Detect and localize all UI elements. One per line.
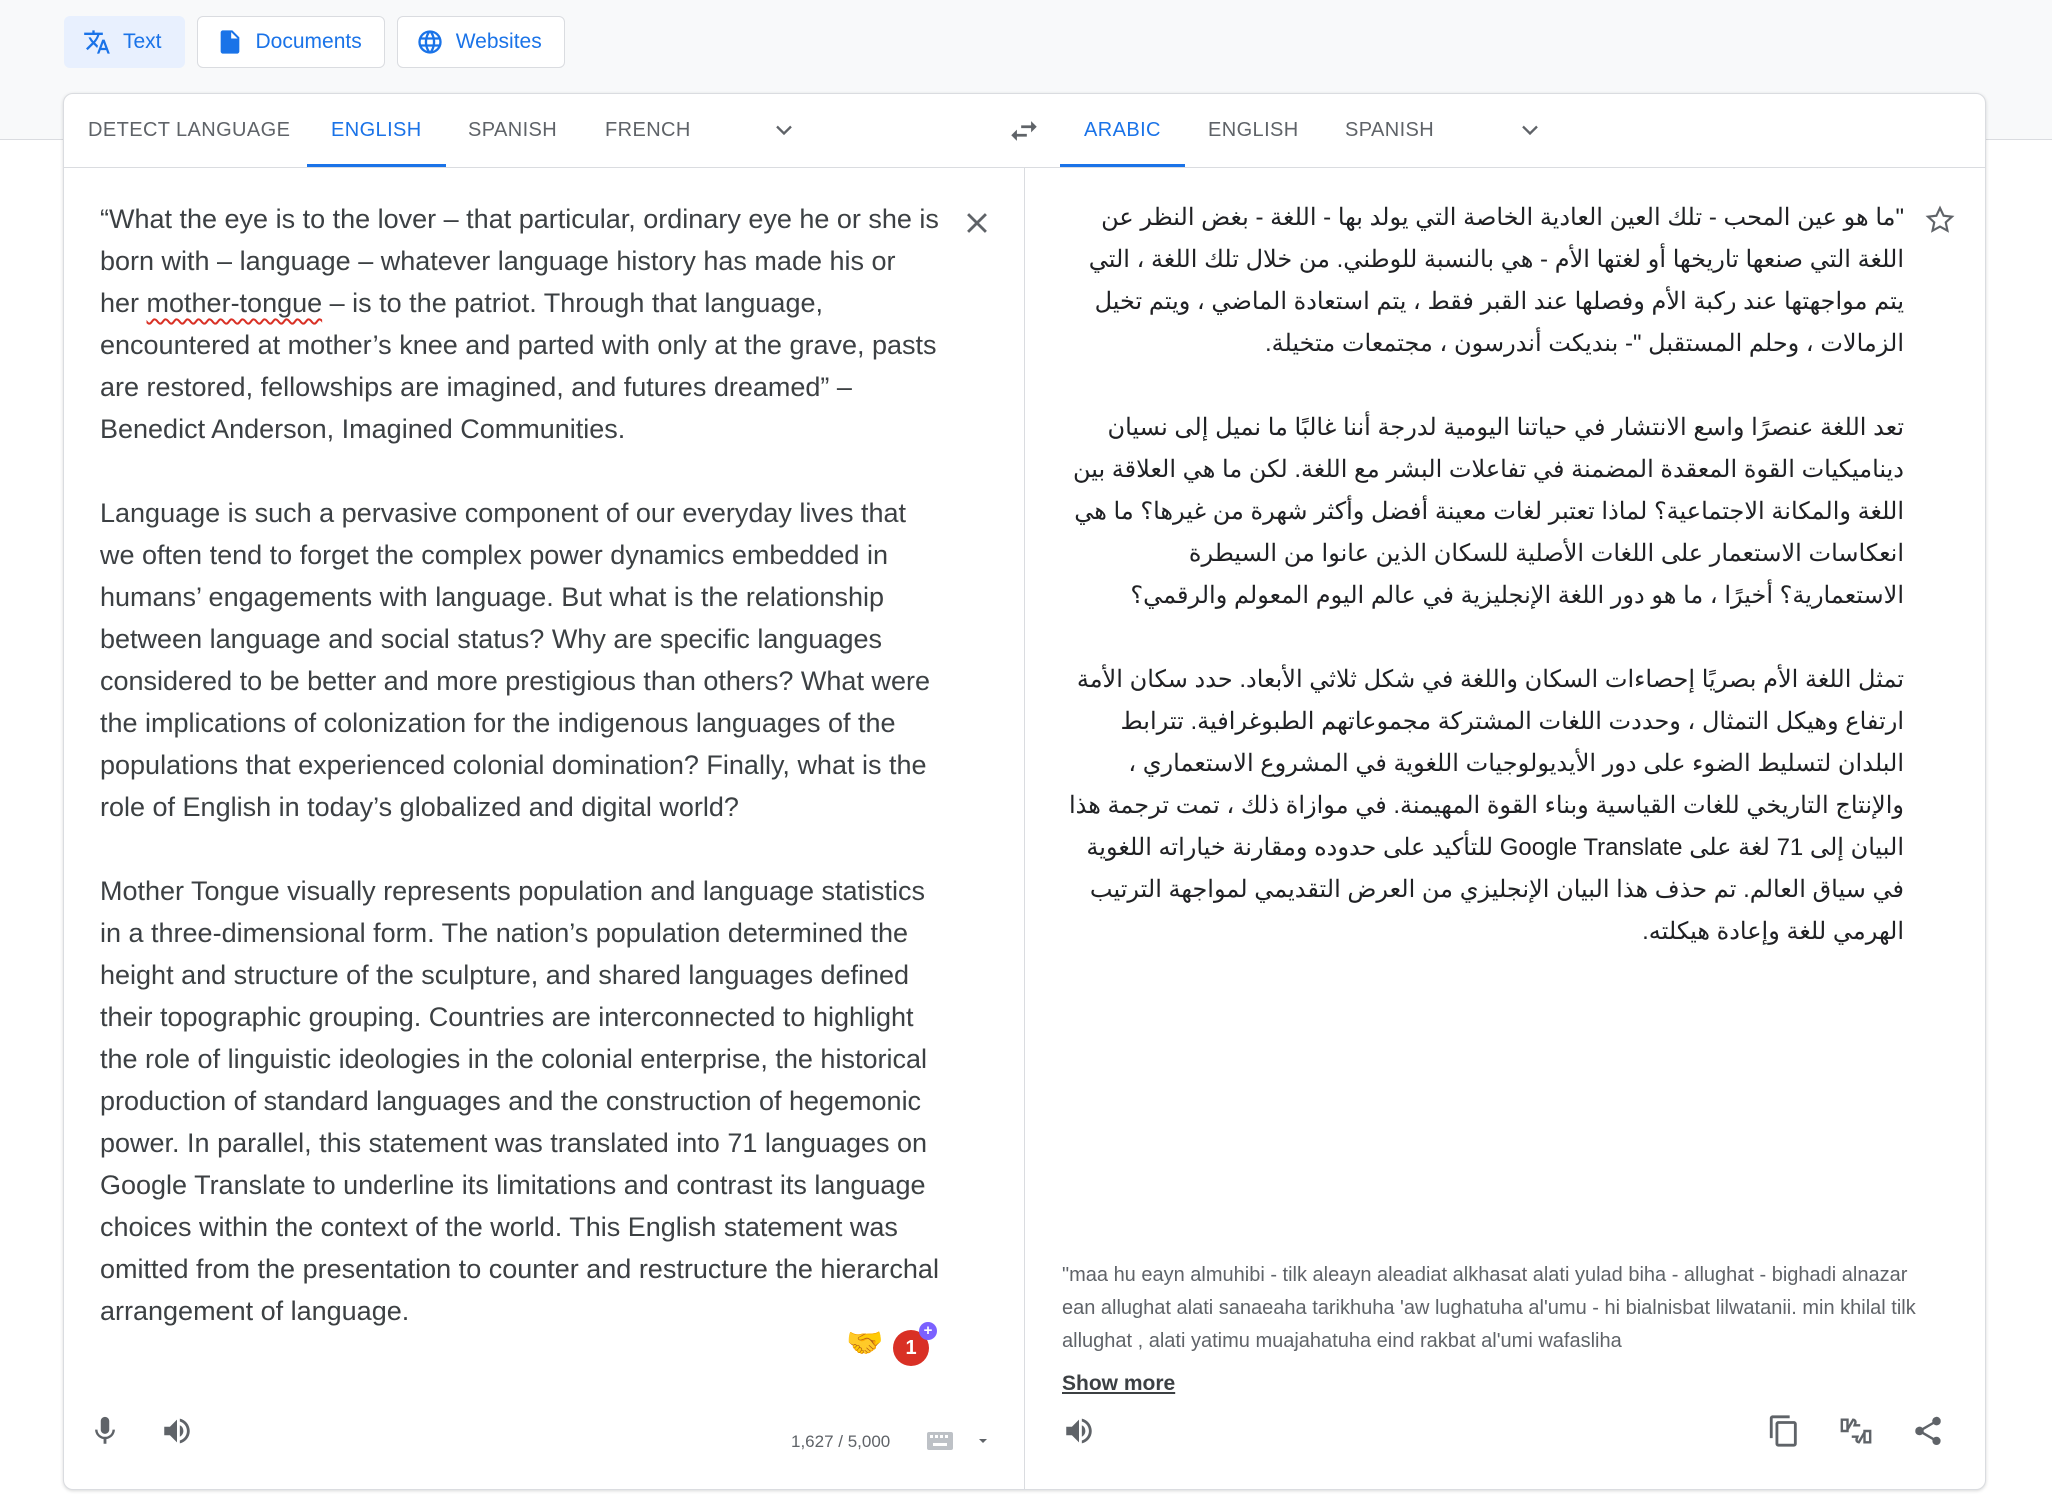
text-mode-button[interactable] (64, 16, 185, 68)
tab-source-spanish[interactable]: SPANISH (468, 119, 558, 141)
source-more-languages-icon[interactable] (770, 116, 798, 144)
character-count: 1,627 / 5,000 (791, 1432, 891, 1451)
tab-target-spanish[interactable]: SPANISH (1345, 119, 1435, 141)
share-icon[interactable] (1911, 1414, 1945, 1448)
document-icon (216, 28, 244, 56)
source-paragraph-3: Mother Tongue visually represents population and language statistics in a three-dimensional form. The nation’s population determined the height and structure of the sculpture, and shared languages defined their topographic grouping. Countries are interconnected to highlight the role of linguistic ideologies in the colonial enterprise, the historical production of standard languages and the construction of hegemonic power. In parallel, this statement was translated into 71 languages on Google Translate to underline its limitations and contrast its language choices within the context of the world. This English statement was omitted from the presentation to counter and restructure the hierarchal arrangement of language. (100, 876, 939, 1326)
badge-plus-icon: + (919, 1322, 937, 1340)
translator-card (63, 93, 1986, 1490)
source-text-area[interactable] (100, 198, 940, 1374)
websites-mode-label: Websites (455, 30, 542, 53)
translation-output (1064, 197, 1904, 995)
rate-translation-icon[interactable] (1839, 1414, 1873, 1448)
globe-icon (416, 28, 444, 56)
keyboard-dropdown-icon[interactable] (976, 1434, 990, 1448)
tab-source-french[interactable]: FRENCH (605, 119, 691, 141)
target-paragraph-2: تعد اللغة عنصرًا واسع الانتشار في حياتنا اليومية لدرجة أننا غالبًا ما نميل إلى نسيان ديناميكيات القوة المعقدة المضمنة في تفاعلات البشر مع اللغة. لكن ما هي العلاقة بين اللغة والمكانة الاجتماعية؟ لماذا تعتبر لغات معينة أفضل وأكثر شهرة من غيرها؟ ما هي انعكاسات الاستعمار على اللغات الأصلية للسكان الذين عانوا من السيطرة الاستعمارية؟ أخيرًا ، ما هو دور اللغة الإنجليزية في عالم اليوم المعولم والرقمي؟ (1072, 414, 1904, 609)
microphone-icon[interactable] (88, 1414, 122, 1448)
target-more-languages-icon[interactable] (1516, 116, 1544, 144)
translate-icon (83, 28, 111, 56)
mode-selector (64, 16, 565, 68)
source-paragraph-1: “What the eye is to the lover – that particular, ordinary eye he or she is born with – language – whatever language history has made his or her mother-tongue – is to the patriot. Through that language, encountered at mother’s knee and parted with only at the grave, pasts are restored, fellowships are imagined, and futures dreamed” – Benedict Anderson, Imagined Communities. (100, 204, 939, 444)
keyboard-icon[interactable] (927, 1432, 953, 1450)
target-listen-icon[interactable] (1062, 1414, 1096, 1448)
text-mode-label: Text (123, 30, 162, 53)
language-bar (64, 94, 1985, 168)
tab-target-arabic[interactable]: ARABIC (1084, 94, 1161, 167)
source-paragraph-2: Language is such a pervasive component of our everyday lives that we often tend to forget the complex power dynamics embedded in humans’ engagements with language. But what is the relationship between language and social status? Why are specific languages considered to be better and more prestigious than others? What were the implications of colonization for the indigenous languages of the populations that experienced colonial domination? Finally, what is the role of English in today’s globalized and digital world? (100, 498, 930, 822)
tab-target-english[interactable]: ENGLISH (1208, 119, 1299, 141)
target-paragraph-1: "ما هو عين المحب - تلك العين العادية الخاصة التي يولد بها - اللغة - بغض النظر عن اللغة التي صنعها تاريخها أو لغتها الأم - هي بالنسبة للوطني. من خلال تلك اللغة ، التي يتم مواجهتها عند ركبة الأم وفصلها عند القبر فقط ، يتم استعادة الماضي ، ويتم تخيل الزمالات ، وحلم المستقبل "- بنديكت أندرسون ، مجتمعات متخيلة. (1088, 204, 1904, 357)
tab-source-english[interactable]: ENGLISH (331, 94, 422, 167)
handshake-emoji: 🤝 (846, 1327, 884, 1360)
tab-detect-language[interactable]: DETECT LANGUAGE (88, 119, 291, 141)
documents-mode-button[interactable] (197, 16, 385, 68)
documents-mode-label: Documents (255, 30, 362, 53)
show-more-link[interactable]: Show more (1062, 1372, 1176, 1395)
spellcheck-word[interactable]: mother-tongue (146, 288, 323, 318)
extension-badge[interactable]: 1 (893, 1330, 929, 1366)
target-paragraph-3: تمثل اللغة الأم بصريًا إحصاءات السكان واللغة في شكل ثلاثي الأبعاد. حدد سكان الأمة ارتفاع وهيكل التمثال ، وحددت اللغات المشتركة مجموعاتهم الطبوغرافية. تترابط البلدان لتسليط الضوء على دور الأيديولوجيات اللغوية في المشروع الاستعماري ، والإنتاج التاريخي للغات القياسية وبناء القوة المهيمنة. في موازاة ذلك ، تمت ترجمة هذا البيان إلى 71 لغة على Google Translate للتأكيد على حدوده ومقارنة خياراته اللغوية في سياق العالم. تم حذف هذا البيان الإنجليزي من العرض التقديمي لمواجهة الترتيب الهرمي للغة وإعادة هيكلته. (1068, 666, 1904, 945)
clear-source-icon[interactable] (960, 206, 994, 240)
source-listen-icon[interactable] (160, 1414, 194, 1448)
swap-languages-icon[interactable] (1007, 114, 1041, 148)
transliteration-text: "maa hu eayn almuhibi - tilk aleayn aleadiat alkhasat alati yulad biha - allughat - bighadi alnazar ean allughat alati sanaeaha tarikhuha 'aw lughatuha al'umu - hi bialnisbat lilwatanii. min khilal tilk allughat , alati yatimu muajahatuha eind rakbat al'umi wafasliha (1062, 1264, 1916, 1352)
copy-icon[interactable] (1767, 1414, 1801, 1448)
panel-divider (1024, 167, 1025, 1489)
websites-mode-button[interactable] (397, 16, 565, 68)
save-translation-star-icon[interactable] (1924, 204, 1956, 236)
